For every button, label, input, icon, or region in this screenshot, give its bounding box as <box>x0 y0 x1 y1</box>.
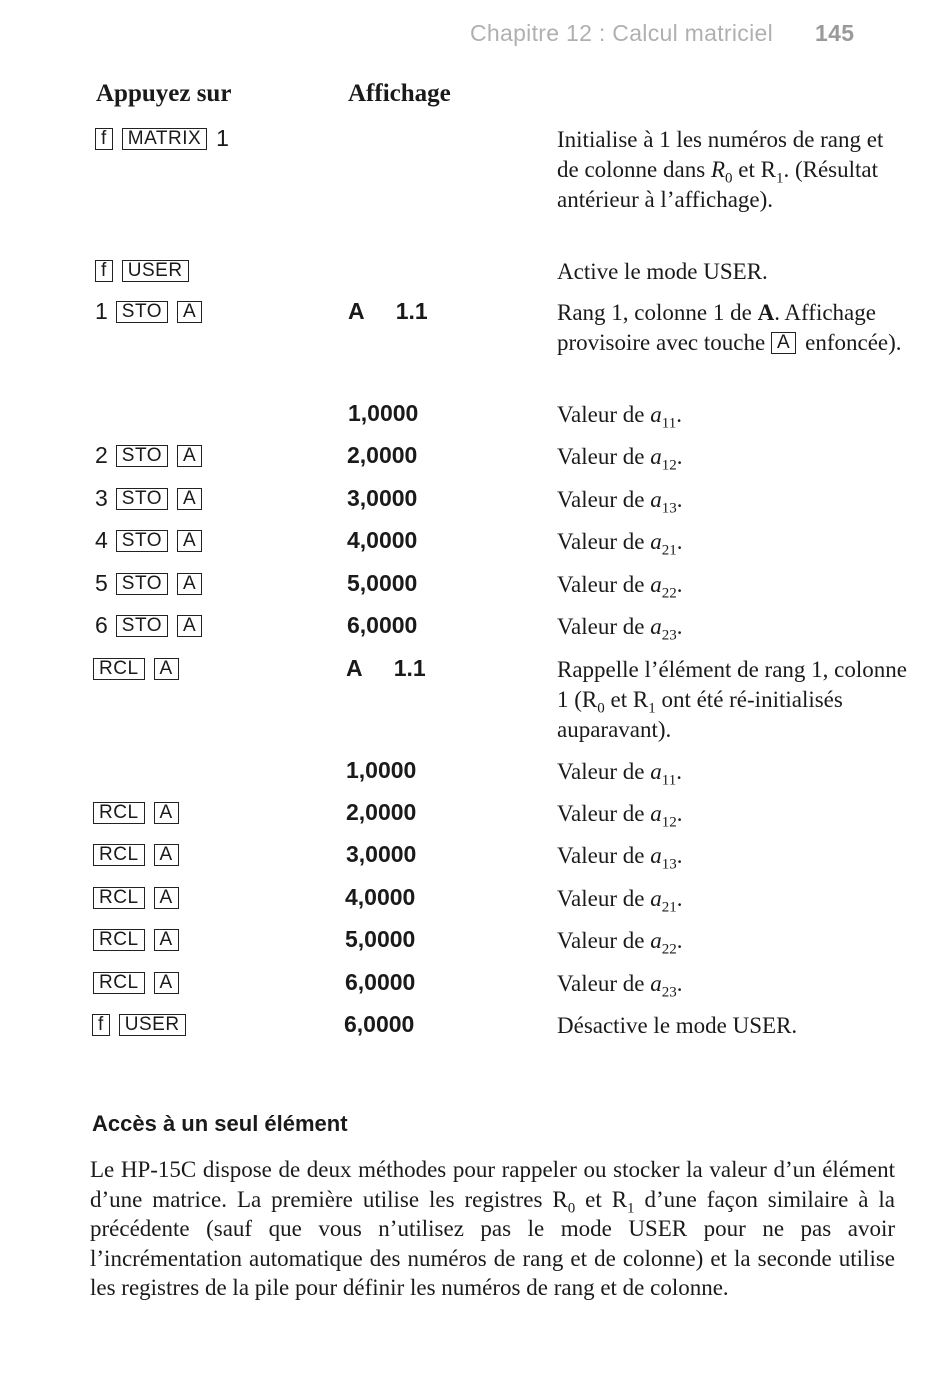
display-value: 5,0000 <box>347 570 418 596</box>
display-value: 4,0000 <box>345 884 416 910</box>
calculator-key-a: A <box>154 887 179 909</box>
keystrokes <box>95 485 211 512</box>
display-value: 3,0000 <box>346 841 417 867</box>
keystrokes <box>92 1011 195 1038</box>
running-head <box>470 20 900 47</box>
description: Valeur de $a_{12}$. <box>557 801 683 831</box>
description: Rang 1, colonne 1 de A. Affichage provisoire avec touche A enfoncée). <box>557 300 902 355</box>
description: Valeur de $a_{12}$. <box>557 444 683 474</box>
display-value: 3,0000 <box>347 485 418 511</box>
display-value: 6,0000 <box>344 1011 415 1037</box>
keystroke-number: 5 <box>95 570 108 596</box>
keystroke-digit: 1 <box>216 125 229 151</box>
chapter-title: Chapitre 12 : Calcul matriciel <box>470 20 774 46</box>
display-value: A 1.1 <box>346 655 426 681</box>
calculator-key-rcl: RCL <box>93 844 145 866</box>
display-value: 5,0000 <box>345 926 416 952</box>
keystrokes <box>93 841 188 868</box>
display-value: 6,0000 <box>347 612 418 638</box>
section-title: Accès à un seul élément <box>92 1111 348 1136</box>
description: Valeur de $a_{23}$. <box>557 614 683 644</box>
calculator-key-a: A <box>177 615 202 637</box>
keystrokes <box>95 442 211 469</box>
keystrokes <box>95 125 229 152</box>
keystrokes <box>93 799 188 826</box>
calculator-key-sto: STO <box>116 445 168 467</box>
calculator-key-sto: STO <box>116 488 168 510</box>
display-value: A 1.1 <box>348 298 428 324</box>
calculator-key-sto: STO <box>116 530 168 552</box>
calculator-key-a: A <box>771 332 796 354</box>
calculator-key-a: A <box>154 929 179 951</box>
calculator-key-a: A <box>177 488 202 510</box>
calculator-key-a: A <box>177 573 202 595</box>
description: Valeur de $a_{21}$. <box>557 529 683 559</box>
description: Active le mode USER. <box>557 259 768 284</box>
description: Valeur de $a_{23}$. <box>557 971 683 1001</box>
description: Valeur de $a_{21}$. <box>557 886 683 916</box>
keystroke-number: 1 <box>95 298 108 324</box>
calculator-key-a: A <box>154 802 179 824</box>
keystroke-number: 4 <box>95 527 108 553</box>
keystrokes <box>93 884 188 911</box>
calculator-key-f: f <box>95 128 113 150</box>
keystrokes <box>95 527 211 554</box>
keystrokes <box>93 969 188 996</box>
description: Initialise à 1 les numéros de rang et de colonne dans $R_0$ et $R_1$. (Résultat antérieur à l’affichage). <box>557 127 884 212</box>
description: Valeur de $a_{22}$. <box>557 572 683 602</box>
column-header-display: Affichage <box>348 80 451 107</box>
calculator-key-a: A <box>177 445 202 467</box>
keystrokes <box>95 298 211 325</box>
keystrokes <box>93 655 188 682</box>
calculator-key-a: A <box>154 658 179 680</box>
description: Valeur de $a_{11}$. <box>557 759 682 789</box>
calculator-key-a: A <box>154 844 179 866</box>
display-value: 4,0000 <box>347 527 418 553</box>
calculator-key-rcl: RCL <box>93 802 145 824</box>
keystrokes <box>95 612 211 639</box>
calculator-key-f: f <box>92 1014 110 1036</box>
calculator-key-a: A <box>177 530 202 552</box>
calculator-key-sto: STO <box>116 301 168 323</box>
calculator-key-rcl: RCL <box>93 887 145 909</box>
description: Rappelle l’élément de rang 1, colonne 1 ($R_0$ et $R_1$ ont été ré-initialisés auparavant). <box>557 657 907 742</box>
calculator-key-matrix: MATRIX <box>122 128 207 150</box>
description: Valeur de $a_{13}$. <box>557 487 683 517</box>
calculator-key-sto: STO <box>116 573 168 595</box>
display-value: 1,0000 <box>348 400 419 426</box>
description: Désactive le mode USER. <box>557 1013 798 1038</box>
display-value: 1,0000 <box>346 757 417 783</box>
calculator-key-rcl: RCL <box>93 929 145 951</box>
keystroke-number: 3 <box>95 485 108 511</box>
keystroke-number: 2 <box>95 442 108 468</box>
description: Valeur de $a_{22}$. <box>557 928 683 958</box>
calculator-key-a: A <box>177 301 202 323</box>
keystrokes <box>95 257 198 284</box>
calculator-key-a: A <box>154 972 179 994</box>
keystroke-number: 6 <box>95 612 108 638</box>
keystrokes <box>95 570 211 597</box>
calculator-key-rcl: RCL <box>93 658 145 680</box>
description: Valeur de $a_{11}$. <box>557 402 682 432</box>
display-value: 6,0000 <box>345 969 416 995</box>
calculator-key-user: USER <box>119 1014 186 1036</box>
calculator-key-sto: STO <box>116 615 168 637</box>
column-header-keys: Appuyez sur <box>96 80 232 107</box>
page-number: 145 <box>815 20 855 46</box>
description: Valeur de $a_{13}$. <box>557 843 683 873</box>
keystrokes <box>93 926 188 953</box>
display-value: 2,0000 <box>346 799 417 825</box>
calculator-key-user: USER <box>122 260 189 282</box>
section-paragraph: Le HP-15C dispose de deux méthodes pour rappeler ou stocker la valeur d’un élément d’une matrice. La première utilise les registres $R_0$ et $R_1$ d’une façon similaire à la précédente (sauf que vous n’utilisez pas le mode USER pour ne pas avoir l’incrémentation automatique des numéros de rang et de colonne) et la seconde utilise les registres de la pile pour définir les numéros de rang et de colonne. <box>90 1157 895 1301</box>
calculator-key-f: f <box>95 260 113 282</box>
calculator-key-rcl: RCL <box>93 972 145 994</box>
display-value: 2,0000 <box>347 442 418 468</box>
